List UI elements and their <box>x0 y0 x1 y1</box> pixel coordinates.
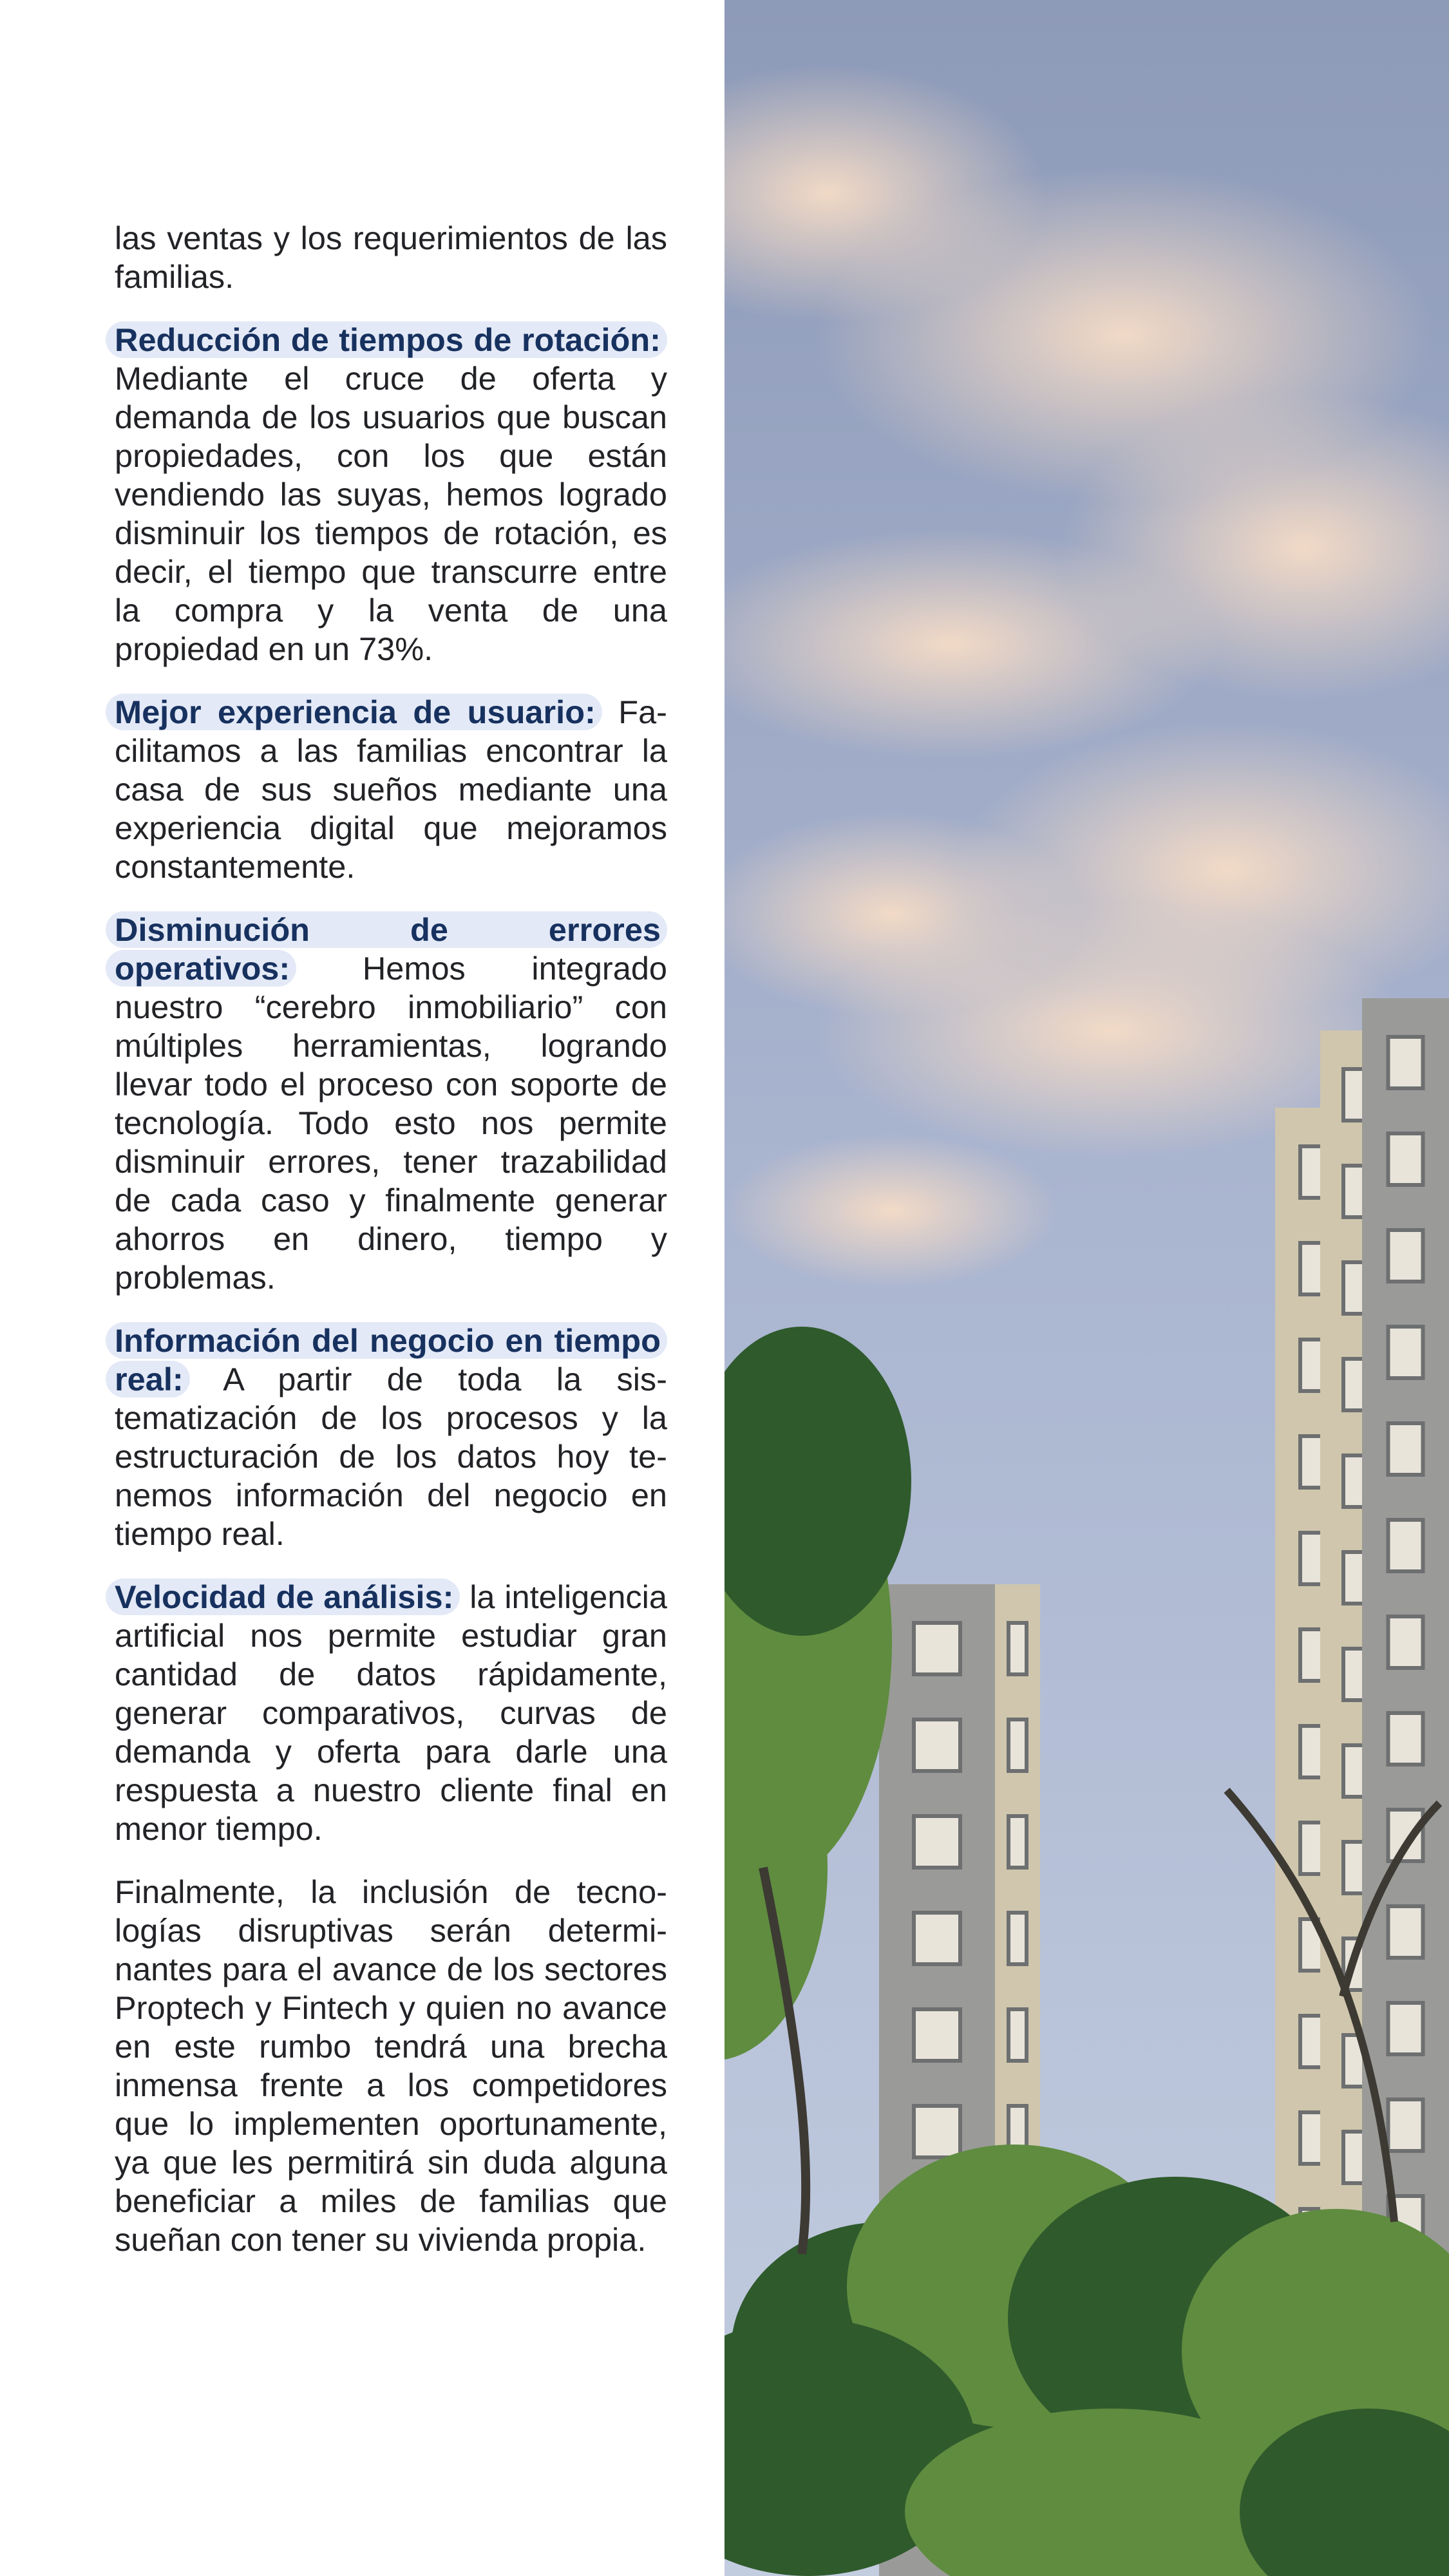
tower-window <box>1009 2009 1027 2061</box>
section-body: Mediante el cruce de oferta y demanda de los usuarios que buscan propiedades, con los que están vendiendo las suyas, hemos logrado disminuir los tiempos de rotación, es decir, el tiempo que transcurre entre la compra y la venta de una propiedad en un 73%. <box>115 360 667 667</box>
section-heading: Disminución de errores operativos: <box>106 911 667 987</box>
section-analysis-speed <box>115 1578 667 1848</box>
tower-window <box>914 1623 960 1674</box>
tower-window <box>1388 1520 1423 1571</box>
tower-window <box>1388 1230 1423 1282</box>
article-text <box>115 219 667 2284</box>
tower-window <box>1388 1037 1423 1088</box>
tower-window <box>1009 1719 1027 1771</box>
section-operational-errors <box>115 911 667 1297</box>
tower-window <box>1009 1816 1027 1868</box>
tower-window <box>1009 1623 1027 1674</box>
tower-window <box>1009 1913 1027 1964</box>
closing-paragraph: Finalmente, la inclusión de tecnologías disruptivas serán determinantes para el avance de los sectores Proptech y Fintech y quien no avance en este rumbo tendrá una brecha inmensa frente a los competidores que lo implementen oportunamente, ya que les permitirá sin duda alguna beneficiar a miles de familias que sueñan con tener su vivienda propia. <box>115 1873 667 2258</box>
section-heading: Información del negocio en tiempo real: <box>106 1322 667 1397</box>
apartment-towers-photo <box>724 0 1449 2576</box>
section-heading: Mejor experiencia de usuario: <box>106 694 602 730</box>
tower-window <box>914 1719 960 1771</box>
tower-window <box>914 2106 960 2157</box>
intro-paragraph: las ventas y los requerimientos de las familias. <box>115 220 667 295</box>
section-body: A partir de toda la sistematización de los procesos y la estructuración de los datos hoy tenemos información del negocio en tiempo real. <box>115 1361 667 1552</box>
tower-window <box>1388 2003 1423 2054</box>
photo-illustration <box>724 0 1449 2576</box>
section-body: la inteligencia artificial nos permite estudiar gran cantidad de datos rápidamente, generar comparativos, curvas de demanda y oferta para darle una respuesta a nuestro cliente final en menor tiempo. <box>115 1578 667 1847</box>
section-body: Hemos integrado nuestro “cerebro inmobiliario” con múltiples herramientas, logrando llevar todo el proceso con soporte de tecnología. Todo esto nos permite disminuir errores, tener trazabilidad de cada caso y finalmente generar ahorros en dinero, tiempo y problemas. <box>115 950 667 1296</box>
tower-window <box>1388 1713 1423 1765</box>
tower-window <box>1388 2099 1423 2151</box>
section-heading: Reducción de tiempos de rotación: <box>106 321 667 358</box>
section-body: Facilitamos a las familias encontrar la casa de sus sueños mediante una experiencia digital que mejoramos constantemente. <box>115 694 667 885</box>
section-rotation <box>115 321 667 668</box>
tower-window <box>914 2009 960 2061</box>
tower-window <box>1388 1133 1423 1185</box>
tower-window <box>914 1913 960 1964</box>
tower-window <box>914 1816 960 1868</box>
cloud <box>724 1133 1059 1288</box>
section-user-experience <box>115 693 667 886</box>
tower-window <box>1388 1423 1423 1475</box>
section-realtime-info <box>115 1321 667 1553</box>
tower-window <box>1388 1616 1423 1668</box>
tower-window <box>1388 1906 1423 1958</box>
tower-window <box>1388 1327 1423 1378</box>
section-heading: Velocidad de análisis: <box>106 1578 460 1615</box>
